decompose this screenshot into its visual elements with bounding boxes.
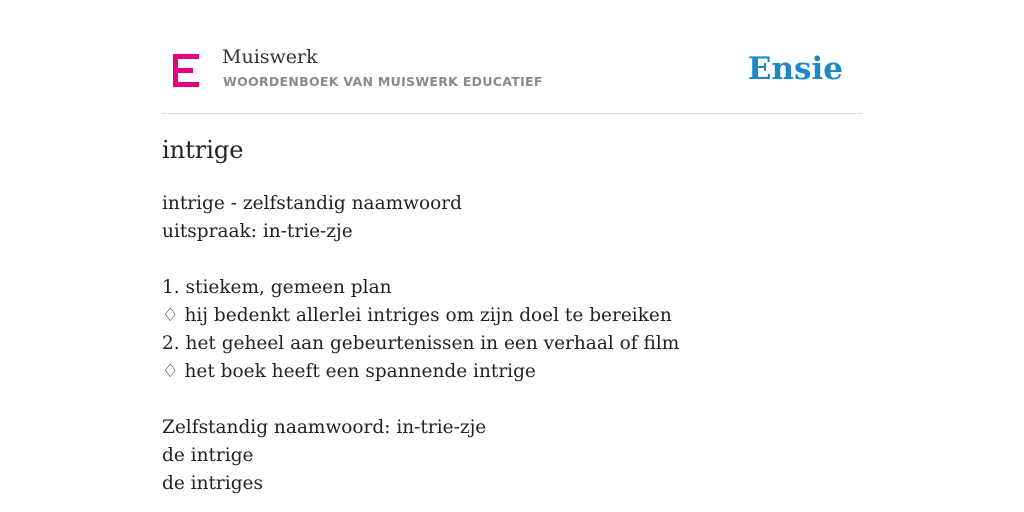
brand-subtitle: WOORDENBOEK VAN MUISWERK EDUCATIEF (223, 74, 543, 89)
muiswerk-e-logo-icon[interactable] (173, 54, 199, 88)
brand-name[interactable]: Muiswerk (222, 46, 318, 68)
definition-line (162, 246, 862, 274)
entry-body (162, 190, 862, 498)
header (162, 40, 862, 114)
definition-line (162, 386, 862, 414)
definition-line: ♢ hij bedenkt allerlei intriges om zijn doel te bereiken (162, 305, 672, 326)
definition-line: 1. stiekem, gemeen plan (162, 277, 392, 298)
definition-line: 2. het geheel aan gebeurtenissen in een verhaal of film (162, 333, 680, 354)
definition-line: intrige - zelfstandig naamwoord (162, 193, 462, 214)
definition-line: de intriges (162, 473, 263, 494)
definition-line: Zelfstandig naamwoord: in-trie-zje (162, 417, 487, 438)
ensie-logo[interactable]: Ensie (747, 51, 843, 87)
definition-line: ♢ het boek heeft een spannende intrige (162, 361, 536, 382)
definition-line: uitspraak: in-trie-zje (162, 221, 353, 242)
definition-line: de intrige (162, 445, 254, 466)
entry-title: intrige (162, 136, 244, 164)
